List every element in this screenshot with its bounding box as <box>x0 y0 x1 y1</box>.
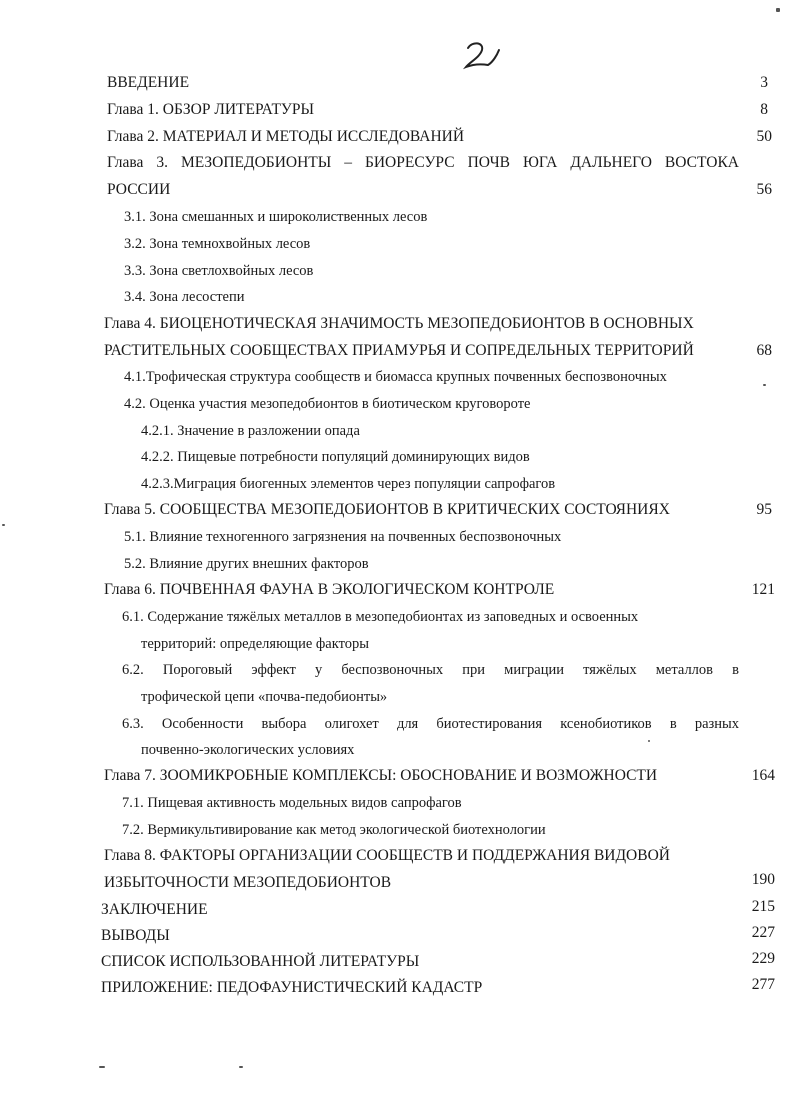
toc-entry-conclusion: ЗАКЛЮЧЕНИЕ <box>101 901 208 918</box>
toc-page-number: 95 <box>756 501 772 518</box>
scan-speck <box>648 740 650 742</box>
toc-page-number: 227 <box>751 924 775 941</box>
toc-page-number: 68 <box>756 342 772 359</box>
toc-entry-section-6-1-cont: территорий: определяющие факторы <box>141 636 369 652</box>
toc-page-number: 3 <box>760 74 768 91</box>
toc-entry-chapter-2: Глава 2. МАТЕРИАЛ И МЕТОДЫ ИССЛЕДОВАНИЙ <box>107 128 465 145</box>
toc-entry-section-6-2: 6.2. Пороговый эффект у беспозвоночных при миграции тяжёлых металлов в <box>122 662 739 678</box>
toc-entry-section-4-1: 4.1.Трофическая структура сообществ и биомасса крупных почвенных беспозвоночных <box>124 369 667 385</box>
toc-entry-appendix: ПРИЛОЖЕНИЕ: ПЕДОФАУНИСТИЧЕСКИЙ КАДАСТР <box>101 979 483 996</box>
toc-entry-section-5-1: 5.1. Влияние техногенного загрязнения на почвенных беспозвоночных <box>124 529 562 545</box>
toc-entry-section-3-4: 3.4. Зона лесостепи <box>124 289 245 305</box>
toc-entry-section-6-3: 6.3. Особенности выбора олигохет для биотестирования ксенобиотиков в разных <box>122 716 739 732</box>
toc-entry-section-3-1: 3.1. Зона смешанных и широколиственных лесов <box>124 209 428 225</box>
toc-page-number: 164 <box>751 767 775 784</box>
toc-entry-section-7-1: 7.1. Пищевая активность модельных видов сапрофагов <box>122 795 462 811</box>
toc-page-number: 8 <box>760 101 768 118</box>
toc-page-number: 277 <box>751 976 775 993</box>
toc-entry-section-6-3-cont: почвенно-экологических условиях <box>141 742 355 758</box>
toc-entry-section-6-2-cont: трофической цепи «почва-педобионты» <box>141 689 388 705</box>
toc-entry-section-5-2: 5.2. Влияние других внешних факторов <box>124 556 369 572</box>
toc-entry-chapter-6: Глава 6. ПОЧВЕННАЯ ФАУНА В ЭКОЛОГИЧЕСКОМ КОНТРОЛЕ <box>104 581 555 598</box>
toc-entry-chapter-8-cont: ИЗБЫТОЧНОСТИ МЕЗОПЕДОБИОНТОВ <box>104 874 392 891</box>
toc-page-number: 50 <box>756 128 772 145</box>
scan-speck <box>776 8 780 12</box>
scan-speck <box>2 524 5 526</box>
toc-entry-chapter-7: Глава 7. ЗООМИКРОБНЫЕ КОМПЛЕКСЫ: ОБОСНОВАНИЕ И ВОЗМОЖНОСТИ <box>104 767 658 784</box>
toc-entry-chapter-3-cont: РОССИИ <box>107 181 171 198</box>
toc-entry-section-4-2-2: 4.2.2. Пищевые потребности популяций доминирующих видов <box>141 449 530 465</box>
toc-entry-chapter-4: Глава 4. БИОЦЕНОТИЧЕСКАЯ ЗНАЧИМОСТЬ МЕЗОПЕДОБИОНТОВ В ОСНОВНЫХ <box>104 315 694 332</box>
toc-entry-section-3-2: 3.2. Зона темнохвойных лесов <box>124 236 311 252</box>
toc-entry-chapter-1: Глава 1. ОБЗОР ЛИТЕРАТУРЫ <box>107 101 315 118</box>
scan-speck <box>239 1066 243 1068</box>
toc-entry-introduction: ВВЕДЕНИЕ <box>107 74 190 91</box>
toc-entry-chapter-3: Глава 3. МЕЗОПЕДОБИОНТЫ – БИОРЕСУРС ПОЧВ ЮГА ДАЛЬНЕГО ВОСТОКА <box>107 154 739 171</box>
toc-entry-section-4-2-3: 4.2.3.Миграция биогенных элементов через популяции сапрофагов <box>141 476 556 492</box>
toc-page-number: 190 <box>751 871 775 888</box>
toc-entry-chapter-8: Глава 8. ФАКТОРЫ ОРГАНИЗАЦИИ СООБЩЕСТВ И ПОДДЕРЖАНИЯ ВИДОВОЙ <box>104 847 670 864</box>
toc-entry-section-3-3: 3.3. Зона светлохвойных лесов <box>124 263 314 279</box>
scan-speck <box>763 384 766 386</box>
toc-entry-section-7-2: 7.2. Вермикультивирование как метод экологической биотехнологии <box>122 822 546 838</box>
toc-entry-section-4-2: 4.2. Оценка участия мезопедобионтов в биотическом круговороте <box>124 396 531 412</box>
toc-entry-section-4-2-1: 4.2.1. Значение в разложении опада <box>141 423 360 439</box>
toc-page-number: 56 <box>756 181 772 198</box>
toc-entry-chapter-5: Глава 5. СООБЩЕСТВА МЕЗОПЕДОБИОНТОВ В КРИТИЧЕСКИХ СОСТОЯНИЯХ <box>104 501 670 518</box>
toc-entry-references: СПИСОК ИСПОЛЬЗОВАННОЙ ЛИТЕРАТУРЫ <box>101 953 420 970</box>
scan-speck <box>99 1066 105 1068</box>
toc-page-number: 215 <box>751 898 775 915</box>
toc-entry-findings: ВЫВОДЫ <box>101 927 170 944</box>
toc-entry-section-6-1: 6.1. Содержание тяжёлых металлов в мезопедобионтах из заповедных и освоенных <box>122 609 639 625</box>
toc-entry-chapter-4-cont: РАСТИТЕЛЬНЫХ СООБЩЕСТВАХ ПРИАМУРЬЯ И СОПРЕДЕЛЬНЫХ ТЕРРИТОРИЙ <box>104 342 694 359</box>
toc-page-number: 229 <box>751 950 775 967</box>
toc-page-number: 121 <box>751 581 775 598</box>
